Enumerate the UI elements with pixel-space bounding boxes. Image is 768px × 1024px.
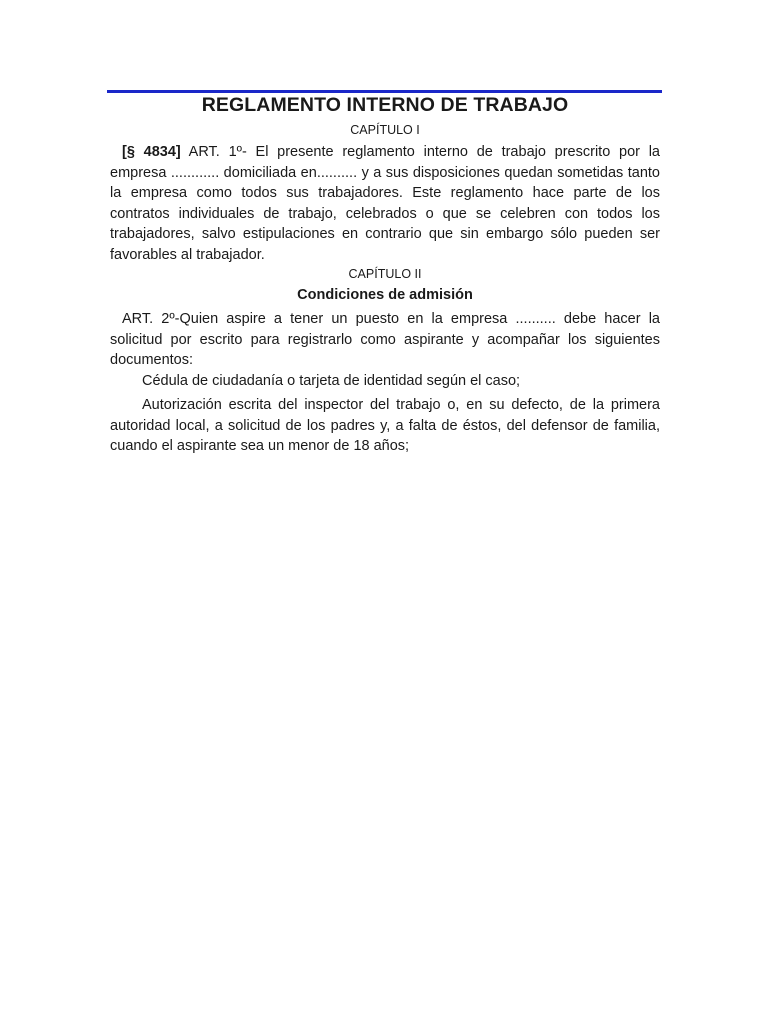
document-list-item-2: Autorización escrita del inspector del trabajo o, en su defecto, de la primera autoridad local, a solicitud de los padres y, a falta de éstos, del defensor de familia, cuando el aspirante sea un menor de 18 años;	[110, 397, 660, 454]
document-list-item-1: Cédula de ciudadanía o tarjeta de identidad según el caso;	[142, 372, 521, 389]
article-2-paragraph: ART. 2º-Quien aspire a tener un puesto en la empresa .......... debe hacer la solicitud por escrito para registrarlo como aspirante y acompañar los siguientes documentos:	[110, 311, 660, 368]
article-1-text: ART. 1º- El presente reglamento interno de trabajo prescrito por la empresa ............ domiciliada en.......... y a sus disposiciones quedan sometidas tanto la empresa como todos sus trabajadores. Este reglamento hace parte de los contratos individuales de trabajo, celebrados o que se celebren con todos los trabajadores, salvo estipulaciones en contrario que sin embargo sólo pueden ser favorables al trabajador.	[110, 144, 660, 263]
chapter-1-heading: CAPÍTULO I	[350, 123, 420, 137]
document-page	[110, 90, 660, 457]
article-1-reference: [§ 4834]	[122, 144, 181, 160]
chapter-2-heading: CAPÍTULO II	[348, 267, 422, 281]
article-1-paragraph	[110, 142, 660, 265]
document-title: REGLAMENTO INTERNO DE TRABAJO	[201, 94, 569, 116]
section-title-admission: Condiciones de admisión	[297, 287, 473, 303]
